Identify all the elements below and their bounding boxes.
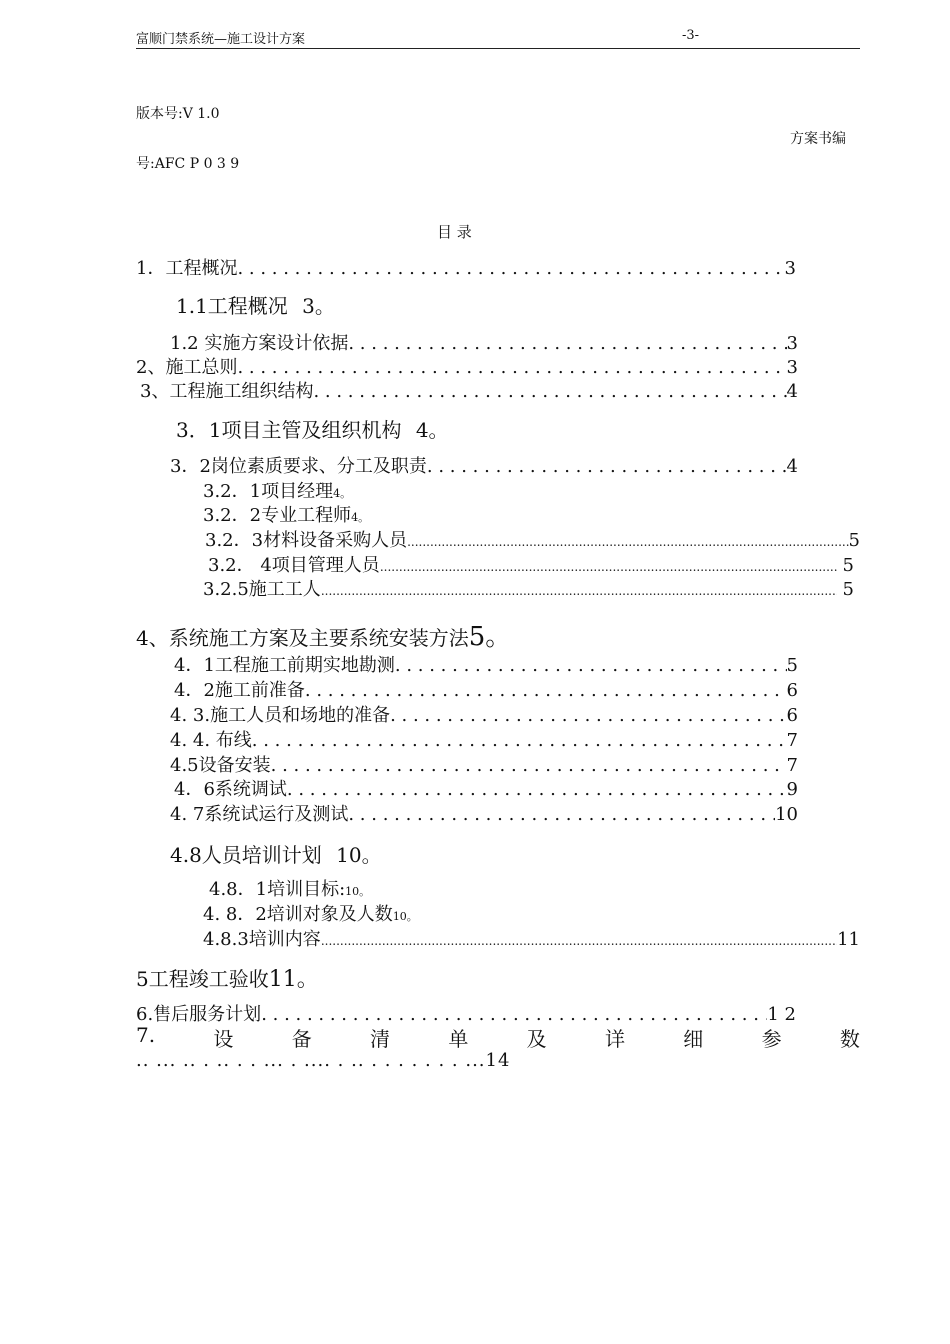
toc-entry-page: 3 xyxy=(786,333,798,354)
toc-entry[interactable] xyxy=(170,452,798,478)
toc-entry-page: 10。 xyxy=(336,843,382,867)
toc-leader xyxy=(313,381,786,402)
toc-entry[interactable] xyxy=(170,751,798,777)
toc-entry-page: 7 xyxy=(786,755,798,776)
toc-entry-7-char: 单 xyxy=(448,1027,469,1051)
toc-leader xyxy=(348,333,786,354)
toc-entry[interactable] xyxy=(203,900,418,926)
toc-entry-page: 5 xyxy=(786,655,798,676)
toc-entry-label: 4、系统施工方案及主要系统安装方法 xyxy=(136,626,469,650)
toc-entry-page: 5 xyxy=(848,530,860,551)
toc-entry-label: 3.2．3材料设备采购人员 xyxy=(205,530,408,551)
toc-leader xyxy=(321,934,837,948)
toc-entry-label: 1.2 实施方案设计依据 xyxy=(170,333,349,354)
toc-entry-7-char: 细 xyxy=(683,1027,704,1051)
toc-leader xyxy=(390,705,786,726)
toc-entry[interactable] xyxy=(170,701,798,727)
toc-entry-7-char: 详 xyxy=(604,1027,625,1051)
toc-entry[interactable] xyxy=(174,651,798,677)
doc-label: 方案书编 xyxy=(790,131,846,147)
header-title: 富顺门禁系统—施工设计方案 xyxy=(136,32,306,47)
toc-entry-label: 3．2岗位素质要求、分工及职责 xyxy=(170,456,427,477)
toc-entry[interactable] xyxy=(140,377,798,403)
toc-leader xyxy=(348,804,775,825)
toc-leader xyxy=(395,655,787,676)
toc-title: 目 录 xyxy=(437,223,472,241)
toc-leader xyxy=(237,357,786,378)
toc-entry[interactable] xyxy=(170,800,798,826)
toc-entry-label: 3、工程施工组织结构 xyxy=(140,381,314,402)
toc-entry-label: 5工程竣工验收 xyxy=(136,967,269,991)
toc-leader xyxy=(271,755,787,776)
toc-entry[interactable] xyxy=(136,353,798,379)
toc-entry-label: 4. 3.施工人员和场地的准备 xyxy=(170,705,391,726)
toc-entry-page: 3。 xyxy=(302,294,335,318)
toc-entry-label: 1．工程概况 xyxy=(136,258,238,279)
toc-leader xyxy=(252,730,787,751)
toc-entry-label: 4．6系统调试 xyxy=(174,779,287,800)
toc-entry[interactable] xyxy=(176,290,335,319)
toc-entry-page: 11。 xyxy=(268,967,319,992)
toc-leader xyxy=(380,560,837,574)
toc-entry-page: 10。 xyxy=(392,910,418,923)
toc-entry-7-char: 设 xyxy=(213,1027,234,1051)
toc-entry-7-char: 清 xyxy=(370,1027,391,1051)
toc-entry-7-char: 参 xyxy=(761,1027,782,1051)
toc-entry-page: 10。 xyxy=(345,885,371,898)
toc-entry-label: 4．1工程施工前期实地勘测 xyxy=(174,655,395,676)
toc-entry-label: 6.售后服务计划 xyxy=(136,1004,262,1025)
toc-entry[interactable] xyxy=(174,775,798,801)
version-number: 版本号:V 1.0 xyxy=(136,106,220,122)
toc-entry[interactable] xyxy=(136,962,319,993)
toc-entry-7-spread[interactable] xyxy=(136,1023,860,1052)
toc-entry-7-char: 7. xyxy=(136,1023,156,1047)
toc-entry[interactable] xyxy=(176,414,449,443)
toc-entry[interactable] xyxy=(203,925,860,951)
toc-entry-label: 4.8人员培训计划 xyxy=(170,843,322,867)
toc-entry[interactable] xyxy=(203,501,369,527)
toc-entry-label: 4. 8．2培训对象及人数 xyxy=(203,904,393,925)
toc-entry[interactable] xyxy=(174,676,798,702)
toc-entry-page: 1 2 xyxy=(767,1004,796,1025)
toc-entry-page: 6 xyxy=(786,680,798,701)
toc-entry-page: 5 xyxy=(842,579,854,600)
toc-leader xyxy=(407,535,848,549)
toc-entry[interactable] xyxy=(203,575,854,601)
toc-leader xyxy=(305,680,787,701)
toc-entry[interactable] xyxy=(208,551,854,577)
toc-entry-7-char: 数 xyxy=(839,1027,860,1051)
toc-entry-label: 4.8.3培训内容 xyxy=(203,929,321,950)
toc-entry-page: 4。 xyxy=(351,511,370,524)
toc-entry-7-leader: .. ... .. . .. . . ... . .... . .. . . . . . . . ...14 xyxy=(136,1050,511,1071)
toc-leader xyxy=(427,456,787,477)
toc-leader xyxy=(261,1004,767,1025)
toc-leader xyxy=(287,779,787,800)
toc-entry-page: 4 xyxy=(786,456,798,477)
toc-leader xyxy=(237,258,784,279)
toc-entry[interactable] xyxy=(170,329,798,355)
toc-entry-page: 9 xyxy=(786,779,798,800)
toc-entry[interactable] xyxy=(203,477,351,503)
toc-entry-label: 3.2． 4项目管理人员 xyxy=(208,555,380,576)
toc-entry-label: 4.8．1培训目标: xyxy=(209,879,346,900)
toc-entry[interactable] xyxy=(209,875,370,901)
toc-entry-page: 4。 xyxy=(415,418,449,442)
header-page-number: -3- xyxy=(682,28,700,43)
toc-entry-label: 1.1工程概况 xyxy=(176,294,288,318)
toc-entry-page: 3 xyxy=(784,258,796,279)
toc-entry-page: 10 xyxy=(775,804,798,825)
toc-entry-page: 4。 xyxy=(333,487,352,500)
toc-entry[interactable] xyxy=(136,254,796,280)
toc-entry-label: 3.2．1项目经理 xyxy=(203,481,334,502)
toc-entry-page: 3 xyxy=(786,357,798,378)
toc-entry-label: 3．1项目主管及组织机构 xyxy=(176,418,402,442)
toc-entry[interactable] xyxy=(205,526,860,552)
toc-entry-label: 4. 7系统试运行及测试 xyxy=(170,804,349,825)
toc-entry-page: 11 xyxy=(837,929,860,950)
toc-entry-page: 5 xyxy=(842,555,854,576)
toc-entry-label: 4．2施工前准备 xyxy=(174,680,305,701)
toc-entry[interactable] xyxy=(170,726,798,752)
toc-entry-label: 3.2.5施工工人 xyxy=(203,579,321,600)
toc-entry-label: 4.5设备安装 xyxy=(170,755,271,776)
toc-entry-label: 4. 4. 布线 xyxy=(170,730,252,751)
toc-entry-page: 7 xyxy=(786,730,798,751)
toc-entry-page: 5。 xyxy=(468,622,512,652)
doc-number: 号:AFC P 0 3 9 xyxy=(136,156,240,172)
toc-entry-page: 4 xyxy=(786,381,798,402)
toc-entry[interactable] xyxy=(170,839,382,868)
toc-entry-label: 2、施工总则 xyxy=(136,357,238,378)
toc-entry-label: 3.2．2专业工程师 xyxy=(203,505,352,526)
toc-entry-page: 6 xyxy=(786,705,798,726)
toc-entry[interactable] xyxy=(136,616,511,653)
header-rule xyxy=(136,48,860,49)
toc-entry-7-char: 备 xyxy=(291,1027,312,1051)
toc-leader xyxy=(321,584,837,598)
toc-entry-7-char: 及 xyxy=(526,1027,547,1051)
